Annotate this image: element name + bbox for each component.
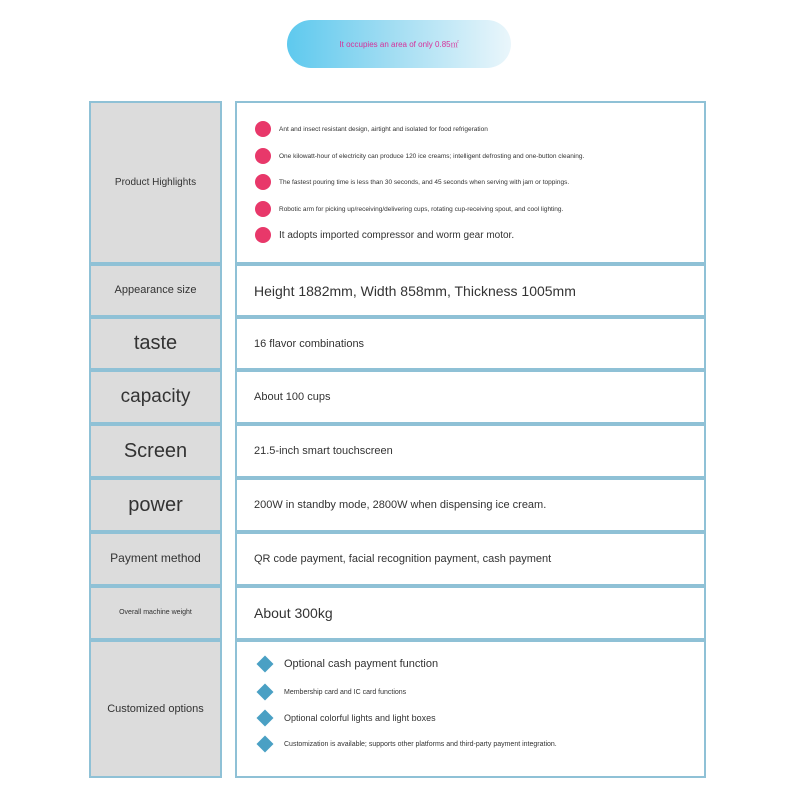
- label-screen: Screen: [89, 424, 222, 478]
- label-power: power: [89, 478, 222, 532]
- diamond-icon: [257, 656, 274, 673]
- area-banner-text: It occupies an area of only 0.85㎡: [339, 39, 459, 49]
- label-product-highlights: Product Highlights: [89, 101, 222, 264]
- diamond-icon: [257, 736, 274, 753]
- label-customized-options: Customized options: [89, 640, 222, 778]
- value-appearance-size: Height 1882mm, Width 858mm, Thickness 1005mm: [235, 264, 706, 317]
- value-payment-method: QR code payment, facial recognition payment, cash payment: [235, 532, 706, 586]
- pink-dot-icon: [255, 227, 271, 243]
- highlights-list: [237, 101, 704, 264]
- value-power: 200W in standby mode, 2800W when dispensing ice cream.: [235, 478, 706, 532]
- list-item: Customization is available; supports other platforms and third-party payment integration.: [257, 738, 557, 750]
- list-item: Robotic arm for picking up/receiving/delivering cups, rotating cup-receiving spout, and cool lighting.: [255, 201, 563, 217]
- label-payment-method: Payment method: [89, 532, 222, 586]
- list-item: Optional cash payment function: [257, 658, 438, 670]
- label-taste: taste: [89, 317, 222, 370]
- label-overall-weight: Overall machine weight: [89, 586, 222, 640]
- list-item: One kilowatt-hour of electricity can produce 120 ice creams; intelligent defrosting and one-button cleaning.: [255, 148, 584, 164]
- area-banner: [287, 20, 511, 68]
- pink-dot-icon: [255, 201, 271, 217]
- pink-dot-icon: [255, 148, 271, 164]
- list-item: Ant and insect resistant design, airtight and isolated for food refrigeration: [255, 121, 488, 137]
- label-capacity: capacity: [89, 370, 222, 424]
- diamond-icon: [257, 710, 274, 727]
- list-item: Optional colorful lights and light boxes: [257, 712, 436, 724]
- value-capacity: About 100 cups: [235, 370, 706, 424]
- value-overall-weight: About 300kg: [235, 586, 706, 640]
- pink-dot-icon: [255, 121, 271, 137]
- diamond-icon: [257, 684, 274, 701]
- label-appearance-size: Appearance size: [89, 264, 222, 317]
- value-screen: 21.5-inch smart touchscreen: [235, 424, 706, 478]
- list-item: It adopts imported compressor and worm gear motor.: [255, 227, 514, 243]
- list-item: Membership card and IC card functions: [257, 686, 406, 698]
- value-taste: 16 flavor combinations: [235, 317, 706, 370]
- list-item: The fastest pouring time is less than 30 seconds, and 45 seconds when serving with jam or toppings.: [255, 174, 569, 190]
- custom-options-list: [237, 640, 704, 778]
- pink-dot-icon: [255, 174, 271, 190]
